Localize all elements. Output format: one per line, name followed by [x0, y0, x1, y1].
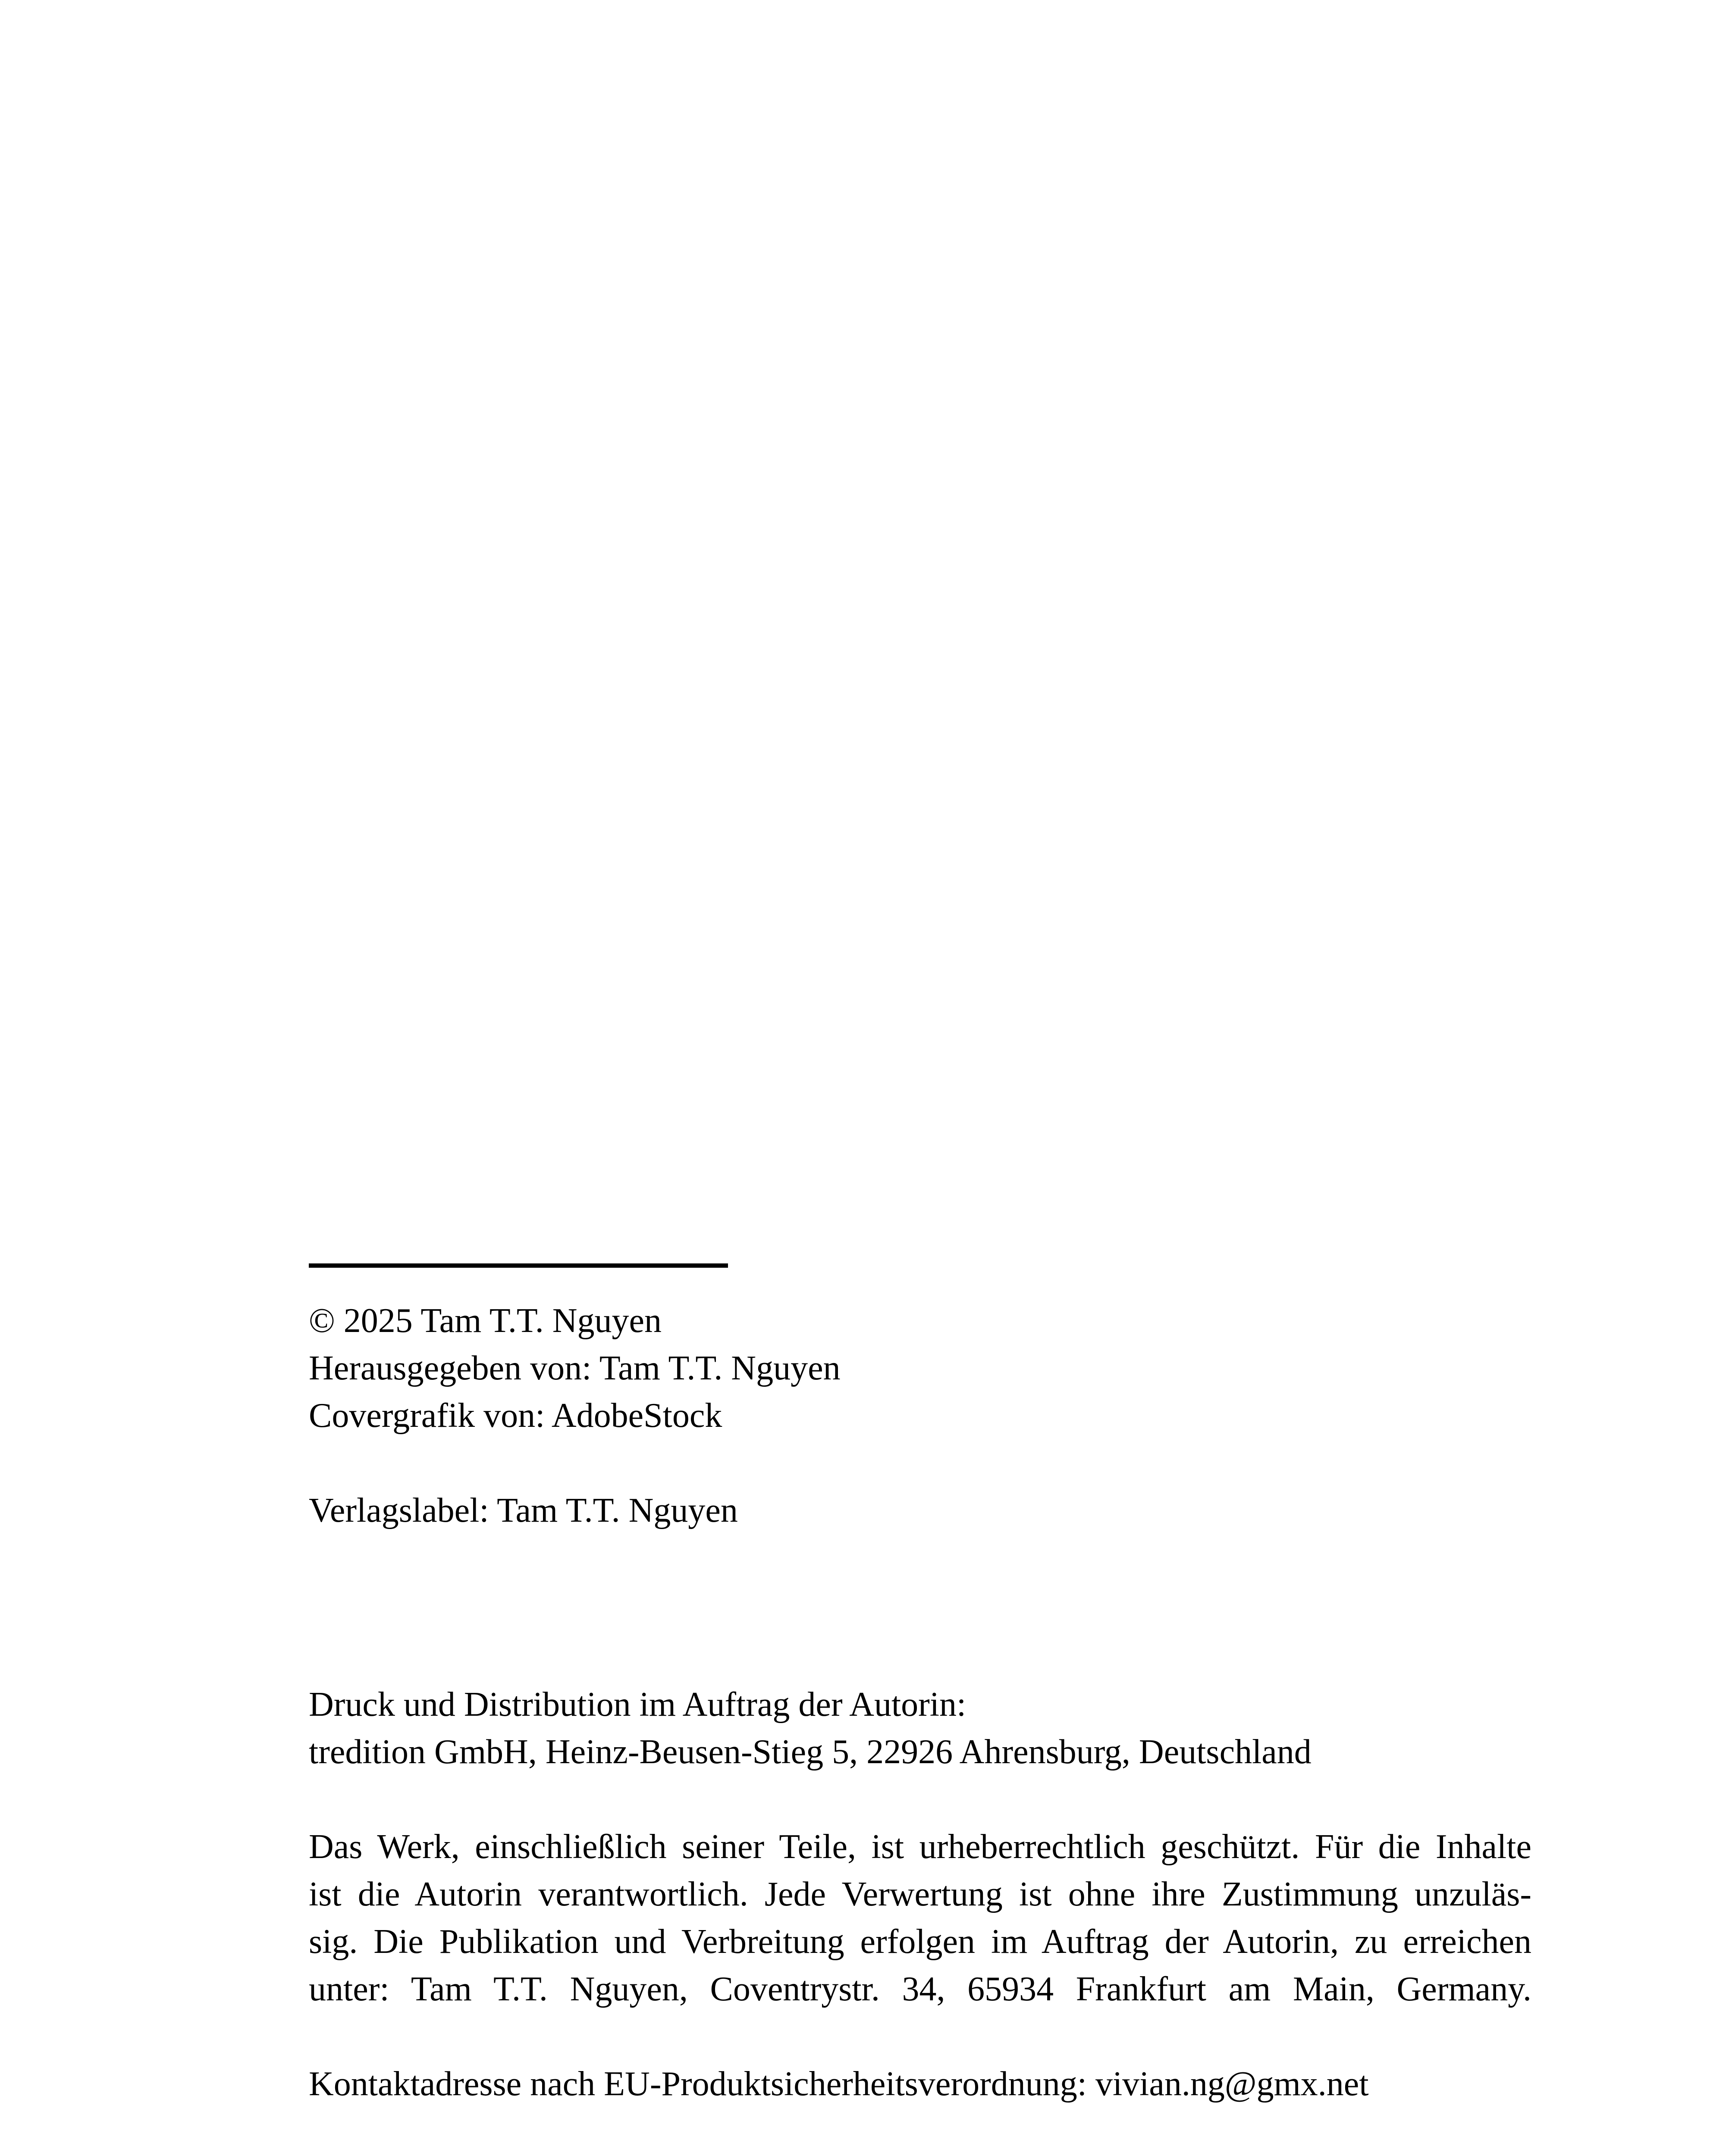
copyright-line: © 2025 Tam T.T. Nguyen — [309, 1302, 662, 1340]
legal-notice-line: sig. Die Publikation und Verbreitung erfolgen im Auftrag der Autorin, zu erreichen — [309, 1923, 1531, 1961]
cover-credit-line: Covergrafik von: AdobeStock — [309, 1397, 722, 1435]
legal-notice-line: Das Werk, einschließlich seiner Teile, ist urheberrechtlich geschützt. Für die Inhalte — [309, 1828, 1531, 1866]
publisher-line: Herausgegeben von: Tam T.T. Nguyen — [309, 1349, 841, 1387]
legal-notice — [309, 1823, 1531, 2013]
contact-line: Kontaktadresse nach EU-Produktsicherheitsverordnung: vivian.ng@gmx.net — [309, 2065, 1369, 2103]
legal-notice-line: ist die Autorin verantwortlich. Jede Verwertung ist ohne ihre Zustimmung unzuläs- — [309, 1875, 1531, 1913]
print-heading-line: Druck und Distribution im Auftrag der Autorin: — [309, 1686, 966, 1724]
print-address-line: tredition GmbH, Heinz-Beusen-Stieg 5, 22926 Ahrensburg, Deutschland — [309, 1733, 1312, 1771]
legal-notice-line: unter: Tam T.T. Nguyen, Coventrystr. 34, 65934 Frankfurt am Main, Germany. — [309, 1970, 1531, 2008]
separator-rule — [309, 1263, 728, 1268]
publishing-label-line: Verlagslabel: Tam T.T. Nguyen — [309, 1492, 738, 1529]
imprint-block — [309, 1263, 1531, 2108]
